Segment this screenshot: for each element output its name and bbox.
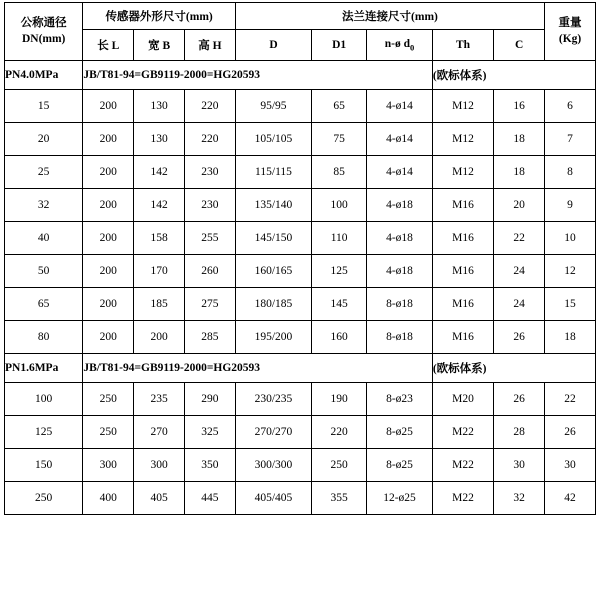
header-d: D bbox=[235, 30, 311, 61]
cell-d1: 145 bbox=[312, 288, 367, 321]
cell-dn: 40 bbox=[5, 222, 83, 255]
cell-width: 185 bbox=[134, 288, 185, 321]
cell-th: M16 bbox=[432, 222, 493, 255]
header-weight-line1: 重量 bbox=[558, 16, 582, 29]
cell-dn: 150 bbox=[5, 449, 83, 482]
cell-n-do: 4-ø18 bbox=[367, 189, 433, 222]
group-standard: JB/T81-94=GB9119-2000=HG20593 bbox=[83, 354, 432, 383]
table-row bbox=[5, 321, 596, 354]
cell-th: M22 bbox=[432, 482, 493, 515]
cell-weight: 15 bbox=[545, 288, 596, 321]
cell-length: 200 bbox=[83, 222, 134, 255]
header-n-do-main: n-ø d bbox=[384, 37, 410, 50]
table-row bbox=[5, 156, 596, 189]
header-weight bbox=[545, 3, 596, 61]
cell-dn: 32 bbox=[5, 189, 83, 222]
cell-d: 160/165 bbox=[235, 255, 311, 288]
cell-width: 142 bbox=[134, 189, 185, 222]
cell-c: 20 bbox=[494, 189, 545, 222]
header-dn-line1: 公称通径 bbox=[20, 16, 67, 29]
cell-width: 235 bbox=[134, 383, 185, 416]
cell-d1: 75 bbox=[312, 123, 367, 156]
cell-th: M22 bbox=[432, 416, 493, 449]
table-row bbox=[5, 189, 596, 222]
header-th: Th bbox=[432, 30, 493, 61]
cell-d1: 125 bbox=[312, 255, 367, 288]
cell-length: 200 bbox=[83, 90, 134, 123]
group-header-row bbox=[5, 61, 596, 90]
table-row bbox=[5, 123, 596, 156]
cell-height: 350 bbox=[185, 449, 236, 482]
cell-th: M20 bbox=[432, 383, 493, 416]
group-note: (欧标体系) bbox=[432, 61, 595, 90]
cell-c: 24 bbox=[494, 255, 545, 288]
header-n-do-subscript: 0 bbox=[409, 42, 415, 53]
cell-height: 260 bbox=[185, 255, 236, 288]
cell-dn: 25 bbox=[5, 156, 83, 189]
cell-th: M22 bbox=[432, 449, 493, 482]
header-length: 长 L bbox=[83, 30, 134, 61]
cell-n-do: 12-ø25 bbox=[367, 482, 433, 515]
cell-weight: 7 bbox=[545, 123, 596, 156]
cell-c: 26 bbox=[494, 383, 545, 416]
group-header-row bbox=[5, 354, 596, 383]
cell-n-do: 8-ø23 bbox=[367, 383, 433, 416]
cell-length: 200 bbox=[83, 288, 134, 321]
cell-th: M16 bbox=[432, 189, 493, 222]
cell-height: 230 bbox=[185, 189, 236, 222]
cell-weight: 8 bbox=[545, 156, 596, 189]
cell-d1: 220 bbox=[312, 416, 367, 449]
table-row bbox=[5, 255, 596, 288]
cell-n-do: 4-ø18 bbox=[367, 255, 433, 288]
cell-dn: 125 bbox=[5, 416, 83, 449]
cell-height: 230 bbox=[185, 156, 236, 189]
cell-dn: 250 bbox=[5, 482, 83, 515]
cell-c: 16 bbox=[494, 90, 545, 123]
cell-width: 405 bbox=[134, 482, 185, 515]
cell-weight: 22 bbox=[545, 383, 596, 416]
cell-d1: 160 bbox=[312, 321, 367, 354]
cell-c: 30 bbox=[494, 449, 545, 482]
table-row bbox=[5, 288, 596, 321]
cell-th: M12 bbox=[432, 123, 493, 156]
cell-length: 400 bbox=[83, 482, 134, 515]
cell-d: 135/140 bbox=[235, 189, 311, 222]
cell-height: 275 bbox=[185, 288, 236, 321]
cell-height: 325 bbox=[185, 416, 236, 449]
cell-d: 180/185 bbox=[235, 288, 311, 321]
cell-c: 18 bbox=[494, 156, 545, 189]
cell-length: 200 bbox=[83, 321, 134, 354]
cell-th: M16 bbox=[432, 321, 493, 354]
cell-d: 115/115 bbox=[235, 156, 311, 189]
cell-d: 230/235 bbox=[235, 383, 311, 416]
cell-c: 24 bbox=[494, 288, 545, 321]
cell-weight: 30 bbox=[545, 449, 596, 482]
cell-length: 250 bbox=[83, 383, 134, 416]
cell-c: 28 bbox=[494, 416, 545, 449]
cell-n-do: 8-ø25 bbox=[367, 416, 433, 449]
cell-d1: 85 bbox=[312, 156, 367, 189]
table-header-sub-row bbox=[5, 30, 596, 61]
header-height: 高 H bbox=[185, 30, 236, 61]
cell-width: 130 bbox=[134, 123, 185, 156]
cell-d: 270/270 bbox=[235, 416, 311, 449]
cell-weight: 26 bbox=[545, 416, 596, 449]
cell-d1: 190 bbox=[312, 383, 367, 416]
cell-d: 145/150 bbox=[235, 222, 311, 255]
cell-height: 285 bbox=[185, 321, 236, 354]
cell-n-do: 4-ø14 bbox=[367, 156, 433, 189]
cell-d: 105/105 bbox=[235, 123, 311, 156]
cell-height: 255 bbox=[185, 222, 236, 255]
cell-length: 200 bbox=[83, 255, 134, 288]
cell-width: 300 bbox=[134, 449, 185, 482]
header-width: 宽 B bbox=[134, 30, 185, 61]
cell-length: 300 bbox=[83, 449, 134, 482]
cell-dn: 20 bbox=[5, 123, 83, 156]
cell-height: 290 bbox=[185, 383, 236, 416]
cell-width: 142 bbox=[134, 156, 185, 189]
cell-c: 18 bbox=[494, 123, 545, 156]
cell-n-do: 4-ø18 bbox=[367, 222, 433, 255]
table-header-top-row bbox=[5, 3, 596, 30]
cell-n-do: 4-ø14 bbox=[367, 123, 433, 156]
group-note: (欧标体系) bbox=[432, 354, 595, 383]
group-label: PN1.6MPa bbox=[5, 354, 83, 383]
cell-dn: 100 bbox=[5, 383, 83, 416]
header-group-sensor: 传感器外形尺寸(mm) bbox=[83, 3, 235, 30]
cell-height: 220 bbox=[185, 90, 236, 123]
cell-weight: 9 bbox=[545, 189, 596, 222]
cell-n-do: 8-ø18 bbox=[367, 321, 433, 354]
cell-weight: 12 bbox=[545, 255, 596, 288]
table-body bbox=[5, 3, 596, 515]
cell-c: 22 bbox=[494, 222, 545, 255]
table-row bbox=[5, 383, 596, 416]
header-weight-line2: (Kg) bbox=[558, 32, 582, 45]
cell-dn: 80 bbox=[5, 321, 83, 354]
cell-weight: 6 bbox=[545, 90, 596, 123]
cell-d: 300/300 bbox=[235, 449, 311, 482]
cell-d1: 355 bbox=[312, 482, 367, 515]
cell-d1: 250 bbox=[312, 449, 367, 482]
cell-width: 130 bbox=[134, 90, 185, 123]
cell-length: 200 bbox=[83, 189, 134, 222]
cell-d1: 100 bbox=[312, 189, 367, 222]
cell-n-do: 8-ø25 bbox=[367, 449, 433, 482]
table-row bbox=[5, 222, 596, 255]
cell-weight: 42 bbox=[545, 482, 596, 515]
header-group-flange: 法兰连接尺寸(mm) bbox=[235, 3, 544, 30]
group-label: PN4.0MPa bbox=[5, 61, 83, 90]
group-standard: JB/T81-94=GB9119-2000=HG20593 bbox=[83, 61, 432, 90]
cell-th: M16 bbox=[432, 255, 493, 288]
table-row bbox=[5, 449, 596, 482]
cell-weight: 10 bbox=[545, 222, 596, 255]
cell-height: 220 bbox=[185, 123, 236, 156]
cell-d: 195/200 bbox=[235, 321, 311, 354]
cell-n-do: 8-ø18 bbox=[367, 288, 433, 321]
cell-width: 270 bbox=[134, 416, 185, 449]
cell-c: 26 bbox=[494, 321, 545, 354]
cell-length: 250 bbox=[83, 416, 134, 449]
table-row bbox=[5, 416, 596, 449]
header-n-do bbox=[367, 30, 433, 61]
specification-table bbox=[4, 2, 596, 515]
header-dn-line2: DN(mm) bbox=[21, 32, 66, 45]
cell-dn: 65 bbox=[5, 288, 83, 321]
cell-dn: 15 bbox=[5, 90, 83, 123]
cell-th: M16 bbox=[432, 288, 493, 321]
cell-height: 445 bbox=[185, 482, 236, 515]
cell-width: 200 bbox=[134, 321, 185, 354]
cell-d1: 110 bbox=[312, 222, 367, 255]
header-dn bbox=[5, 3, 83, 61]
cell-width: 158 bbox=[134, 222, 185, 255]
cell-th: M12 bbox=[432, 156, 493, 189]
header-c: C bbox=[494, 30, 545, 61]
cell-length: 200 bbox=[83, 123, 134, 156]
header-d1: D1 bbox=[312, 30, 367, 61]
cell-length: 200 bbox=[83, 156, 134, 189]
cell-weight: 18 bbox=[545, 321, 596, 354]
cell-n-do: 4-ø14 bbox=[367, 90, 433, 123]
cell-d: 405/405 bbox=[235, 482, 311, 515]
cell-d: 95/95 bbox=[235, 90, 311, 123]
cell-d1: 65 bbox=[312, 90, 367, 123]
table-row bbox=[5, 482, 596, 515]
cell-th: M12 bbox=[432, 90, 493, 123]
cell-c: 32 bbox=[494, 482, 545, 515]
cell-dn: 50 bbox=[5, 255, 83, 288]
table-row bbox=[5, 90, 596, 123]
cell-width: 170 bbox=[134, 255, 185, 288]
